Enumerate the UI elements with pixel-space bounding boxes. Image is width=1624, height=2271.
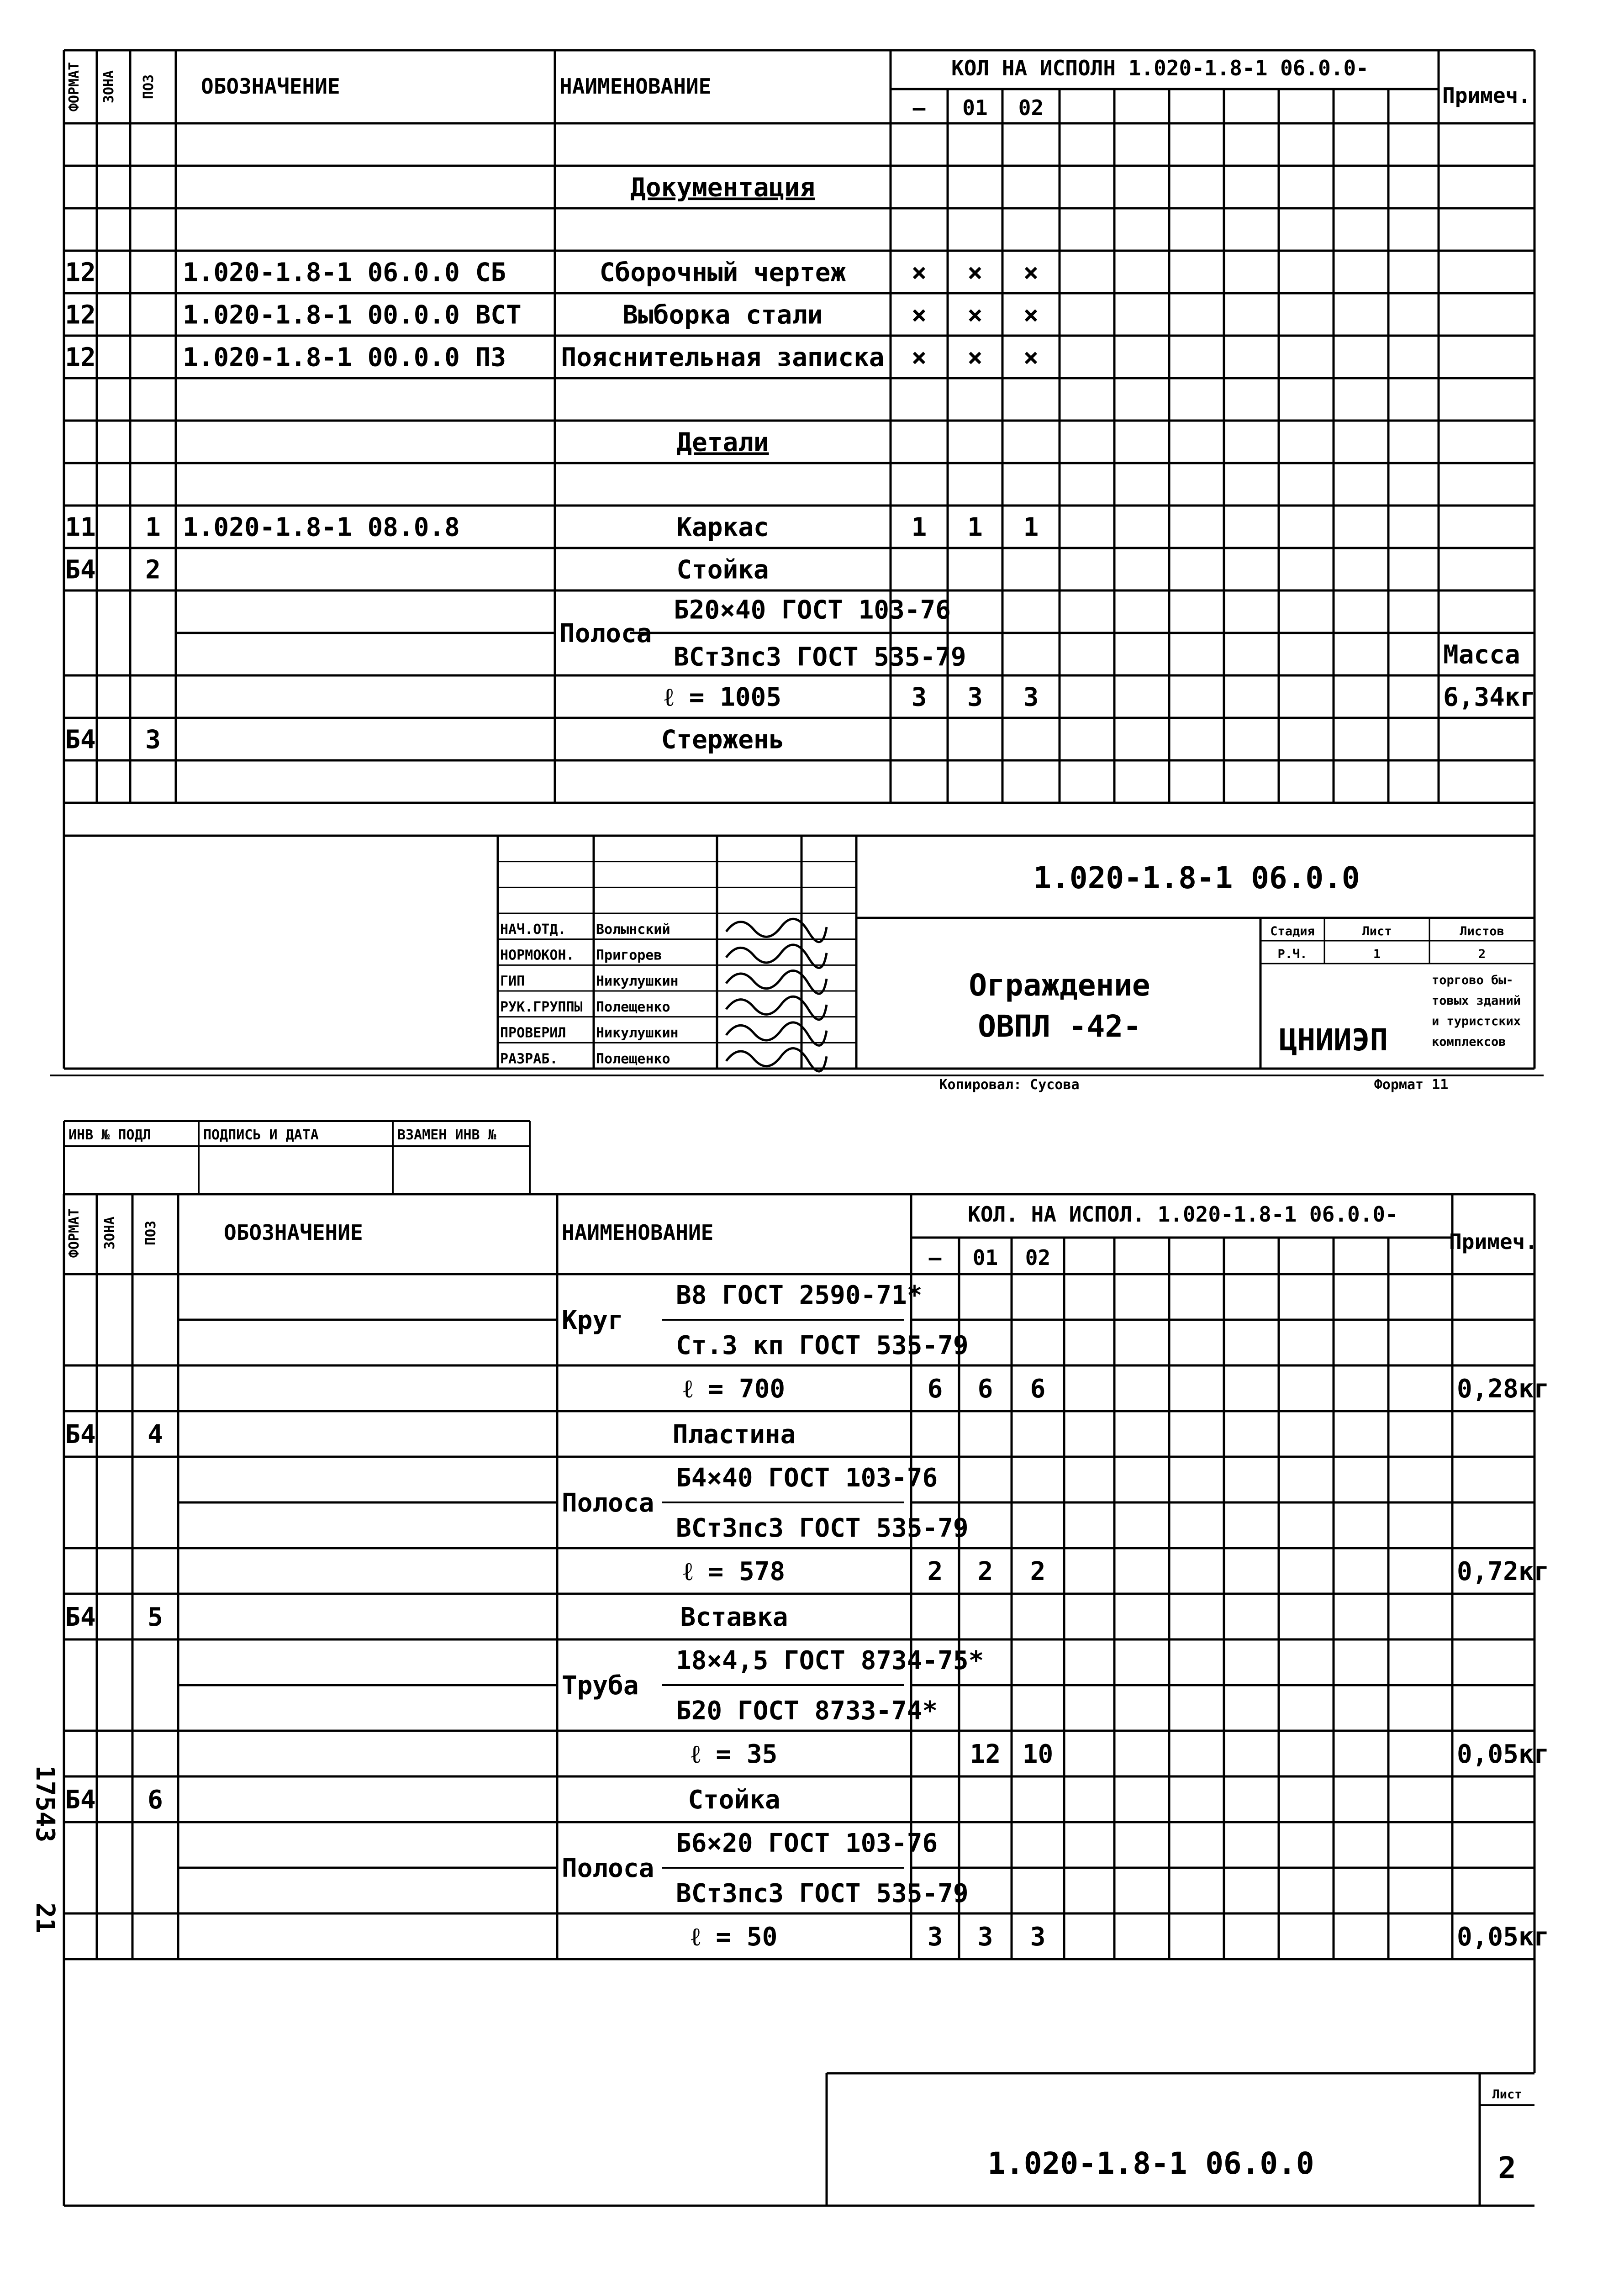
row-format: Б4 [65,725,96,755]
pos-header: ПОЗ [141,74,157,100]
material-prefix: Круг [562,1306,623,1335]
stamp-name: Пригорев [596,947,662,964]
stamp-name: Никулушкин [596,1025,679,1041]
quantity-cell: 6 [927,1374,943,1404]
quantity-cell: 3 [1023,682,1039,712]
stamp-name: Полещенко [596,999,670,1015]
stamp-role: РАЗРАБ. [500,1051,558,1067]
format-size: Формат 11 [1374,1077,1449,1093]
row-format: Б4 [65,1420,96,1449]
stamp-name: Никулушкин [596,973,679,990]
row-format: 12 [65,342,96,373]
archive-header: ПОДПИСЬ И ДАТА [203,1127,319,1143]
row-name: ℓ = 578 [683,1557,786,1586]
archive-header: ВЗАМЕН ИНВ № [397,1127,496,1143]
organization-name: товых зданий [1432,994,1521,1008]
quantity-cell: × [1023,258,1039,288]
quantity-cell: 3 [977,1922,993,1952]
quantity-cell: × [967,300,983,330]
row-name: ℓ = 50 [691,1922,778,1952]
quantity-cell: 2 [977,1557,993,1586]
variant-header: 02 [1018,95,1044,120]
archive-header: ИНВ № ПОДЛ [69,1127,151,1143]
note-header: Примеч. [1449,1229,1538,1254]
format-header: ФОРМАТ [66,62,82,112]
designation-header: ОБОЗНАЧЕНИЕ [224,1220,363,1245]
row-name: ℓ = 35 [691,1739,778,1769]
stage-label: Стадия [1270,924,1315,938]
archive-number: 21 [30,1902,60,1934]
material-prefix: Полоса [559,619,652,648]
row-name: Сборочный чертеж [599,258,846,288]
material-spec-bottom: ВСт3пс3 ГОСТ 535-79 [674,642,966,672]
row-name: Выборка стали [622,300,823,330]
material-spec-top: Б4×40 ГОСТ 103-76 [676,1463,938,1493]
row-format: 12 [65,258,96,288]
stamp-role: НАЧ.ОТД. [500,922,566,938]
stamp-role: ГИП [500,973,525,990]
material-spec-top: Б6×20 ГОСТ 103-76 [676,1828,938,1858]
signature-mark [726,945,827,968]
material-spec-top: В8 ГОСТ 2590-71* [676,1280,923,1310]
row-format: Б4 [65,1785,96,1815]
row-note: 0,05кг [1457,1739,1550,1769]
row-name: Вставка [680,1602,788,1632]
row-note: 0,72кг [1457,1557,1550,1586]
quantity-cell: × [911,300,927,330]
organization-logo: ЦНИИЭП [1279,1022,1388,1058]
material-spec-top: Б20×40 ГОСТ 103-76 [674,595,951,625]
sheet-value: 2 [1498,2150,1516,2186]
sheet-value: 1 [1373,947,1381,961]
stage-value: Р.Ч. [1277,947,1308,961]
sheet-label: Лист [1362,924,1392,938]
variant-header: — [928,1245,942,1270]
stamp-code: 1.020-1.8-1 06.0.0 [987,2146,1314,2181]
quantity-cell: × [1023,300,1039,330]
quantity-cell: 3 [911,682,927,712]
row-position: 5 [148,1602,163,1632]
quantity-cell: 6 [977,1374,993,1404]
row-note: 6,34кг [1443,682,1536,712]
stamp-name: Волынский [596,922,670,938]
name-header: НАИМЕНОВАНИЕ [562,1220,714,1245]
quantity-cell: × [967,342,983,373]
material-prefix: Полоса [562,1854,654,1883]
material-spec-bottom: ВСт3пс3 ГОСТ 535-79 [676,1879,969,1908]
quantity-cell: × [911,258,927,288]
qty-header: КОЛ НА ИСПОЛН 1.020-1.8-1 06.0.0- [951,56,1369,80]
row-name: ℓ = 1005 [664,682,782,712]
material-spec-bottom: ВСт3пс3 ГОСТ 535-79 [676,1513,969,1543]
row-note: 0,28кг [1457,1374,1550,1404]
row-format: Б4 [65,555,96,585]
organization-name: комплексов [1432,1035,1506,1049]
signature-mark [726,1022,827,1046]
stamp-role: РУК.ГРУППЫ [500,999,583,1015]
row-name: Стойка [676,555,769,585]
quantity-cell: 2 [927,1557,943,1586]
section-heading: Документация [630,173,815,203]
row-name: ℓ = 700 [683,1374,786,1404]
organization-name: торгово бы- [1432,973,1513,987]
drawing-title: Ограждение [969,968,1150,1003]
quantity-cell: 12 [970,1739,1001,1769]
archive-number: 17543 [30,1765,60,1843]
variant-header: 01 [962,95,988,120]
row-designation: 1.020-1.8-1 00.0.0 ВСТ [183,300,522,330]
quantity-cell: 6 [1030,1374,1046,1404]
row-name: Пояснительная записка [561,342,885,373]
material-prefix: Труба [562,1671,639,1701]
quantity-cell: 3 [1030,1922,1046,1952]
row-note: Масса [1443,640,1520,670]
organization-name: и туристских [1432,1014,1521,1028]
signature-mark [726,996,827,1020]
sheets-label: Листов [1460,924,1504,938]
quantity-cell: 10 [1022,1739,1054,1769]
signature-mark [726,919,827,942]
format-header: ФОРМАТ [66,1208,82,1258]
material-prefix: Полоса [562,1488,654,1518]
sheet-label: Лист [1492,2087,1522,2102]
stamp-code: 1.020-1.8-1 06.0.0 [1033,860,1360,896]
section-heading: Детали [676,427,769,458]
stamp-role: НОРМОКОН. [500,947,575,964]
row-designation: 1.020-1.8-1 08.0.8 [183,512,460,543]
quantity-cell: 1 [911,512,927,543]
stamp-name: Полещенко [596,1051,670,1067]
row-name: Пластина [672,1420,796,1449]
note-header: Примеч. [1442,83,1531,108]
quantity-cell: × [967,258,983,288]
quantity-cell: × [1023,342,1039,373]
qty-header: КОЛ. НА ИСПОЛ. 1.020-1.8-1 06.0.0- [968,1202,1398,1227]
row-position: 3 [145,725,161,755]
stamp-role: ПРОВЕРИЛ [500,1025,566,1041]
row-designation: 1.020-1.8-1 00.0.0 ПЗ [183,342,506,373]
row-format: 11 [65,512,96,543]
quantity-cell: 1 [967,512,983,543]
row-note: 0,05кг [1457,1922,1550,1952]
row-designation: 1.020-1.8-1 06.0.0 СБ [183,258,506,288]
row-format: 12 [65,300,96,330]
variant-header: — [912,95,926,120]
quantity-cell: 3 [927,1922,943,1952]
drawing-subtitle: ОВПЛ -42- [978,1009,1141,1044]
signature-mark [726,971,827,994]
row-format: Б4 [65,1602,96,1632]
name-header: НАИМЕНОВАНИЕ [559,74,712,99]
pos-header: ПОЗ [143,1220,159,1246]
quantity-cell: 2 [1030,1557,1046,1586]
variant-header: 01 [972,1245,998,1270]
row-name: Стойка [688,1785,780,1815]
variant-header: 02 [1025,1245,1051,1270]
row-name: Каркас [676,512,769,543]
row-position: 6 [148,1785,163,1815]
row-position: 2 [145,555,161,585]
material-spec-bottom: Б20 ГОСТ 8733-74* [676,1696,938,1726]
row-name: Стержень [661,725,785,755]
row-position: 4 [148,1420,163,1449]
material-spec-top: 18×4,5 ГОСТ 8734-75* [676,1646,984,1676]
copied-by: Копировал: Сусова [939,1077,1080,1093]
row-position: 1 [145,512,161,543]
sheets-value: 2 [1478,947,1486,961]
zone-header: ЗОНА [101,70,117,104]
designation-header: ОБОЗНАЧЕНИЕ [201,74,340,99]
quantity-cell: 1 [1023,512,1039,543]
material-spec-bottom: Ст.3 кп ГОСТ 535-79 [676,1331,969,1360]
zone-header: ЗОНА [102,1216,118,1250]
quantity-cell: × [911,342,927,373]
quantity-cell: 3 [967,682,983,712]
